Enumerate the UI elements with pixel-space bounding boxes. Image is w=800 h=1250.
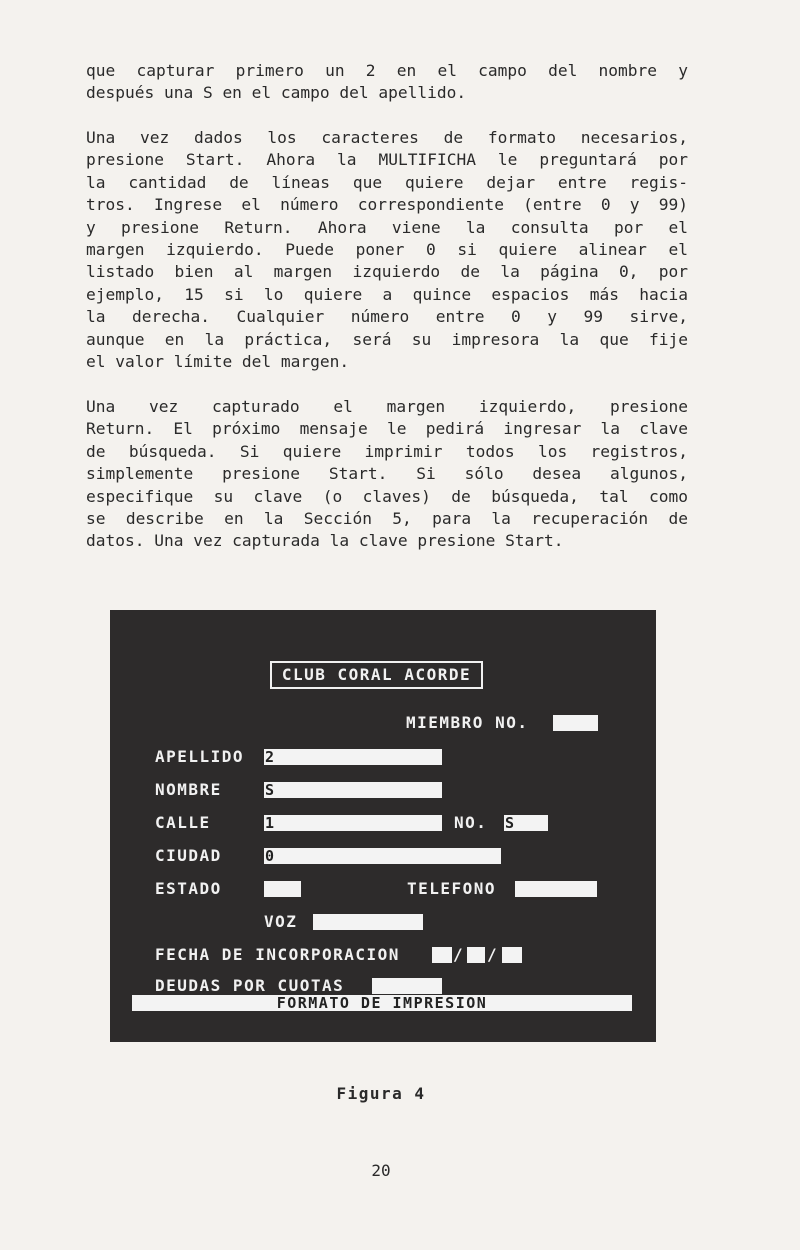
text-line: margen izquierdo. Puede poner 0 si quiere alinear el [86, 239, 688, 259]
text-line: simplemente presione Start. Si sólo desea algunos, [86, 464, 688, 484]
text-line: que capturar primero un 2 en el campo del nombre y [86, 61, 688, 80]
paragraph-2 [86, 127, 688, 373]
calle-label: CALLE [155, 813, 211, 832]
text-line: el valor límite del margen. [86, 351, 350, 371]
ciudad-label: CIUDAD [155, 846, 222, 865]
deudas-label: DEUDAS POR CUOTAS [155, 976, 345, 995]
deudas-field [372, 978, 442, 994]
telefono-label: TELEFONO [407, 879, 497, 898]
text-line: presione Start. Ahora la MULTIFICHA le preguntará por [86, 150, 688, 170]
text-line: se describe en la Sección 5, para la recuperación de [86, 508, 688, 528]
fecha-month-field [467, 947, 485, 963]
estado-label: ESTADO [155, 879, 222, 898]
voz-field [313, 914, 423, 930]
text-line: de búsqueda. Si quiere imprimir todos los registros, [86, 441, 688, 461]
paragraph-3 [86, 396, 688, 553]
text-line: especifique su clave (o claves) de búsqueda, tal como [86, 486, 688, 506]
voz-label: VOZ [264, 912, 298, 931]
fecha-label: FECHA DE INCORPORACION [155, 945, 400, 964]
text-line: Una vez capturado el margen izquierdo, presione [86, 397, 688, 416]
apellido-field: 2 [264, 749, 442, 765]
text-line: aunque en la práctica, será su impresora la que fije [86, 329, 688, 349]
fecha-separator: / [487, 945, 499, 964]
text-line: ejemplo, 15 si lo quiere a quince espacios más hacia [86, 284, 688, 304]
no-label: NO. [454, 813, 488, 832]
fecha-day-field [432, 947, 452, 963]
text-line: y presione Return. Ahora viene la consulta por el [86, 217, 688, 237]
telefono-field [515, 881, 597, 897]
no-field: S [504, 815, 548, 831]
estado-field [264, 881, 301, 897]
text-line: la derecha. Cualquier número entre 0 y 99 sirve, [86, 307, 688, 327]
text-line: la cantidad de líneas que quiere dejar entre regis- [86, 172, 688, 192]
print-format-bar: FORMATO DE IMPRESION [132, 995, 632, 1011]
nombre-label: NOMBRE [155, 780, 222, 799]
fecha-year-field [502, 947, 522, 963]
fecha-separator: / [453, 945, 465, 964]
apellido-label: APELLIDO [155, 747, 245, 766]
figure-screen [110, 610, 656, 1042]
figure-caption: Figura 4 [336, 1084, 426, 1103]
miembro-field [553, 715, 598, 731]
text-line: listado bien al margen izquierdo de la página 0, por [86, 262, 688, 282]
paragraph-1 [86, 60, 688, 105]
page-number: 20 [371, 1161, 391, 1180]
nombre-field: S [264, 782, 442, 798]
text-line: Return. El próximo mensaje le pedirá ingresar la clave [86, 419, 688, 439]
text-line: Una vez dados los caracteres de formato necesarios, [86, 128, 688, 147]
text-line: tros. Ingrese el número correspondiente (entre 0 y 99) [86, 195, 688, 215]
ciudad-field: 0 [264, 848, 501, 864]
text-line: después una S en el campo del apellido. [86, 83, 467, 103]
screen-title: CLUB CORAL ACORDE [270, 661, 483, 689]
miembro-label: MIEMBRO NO. [406, 713, 529, 732]
text-line: datos. Una vez capturada la clave presione Start. [86, 531, 564, 551]
calle-field: 1 [264, 815, 442, 831]
